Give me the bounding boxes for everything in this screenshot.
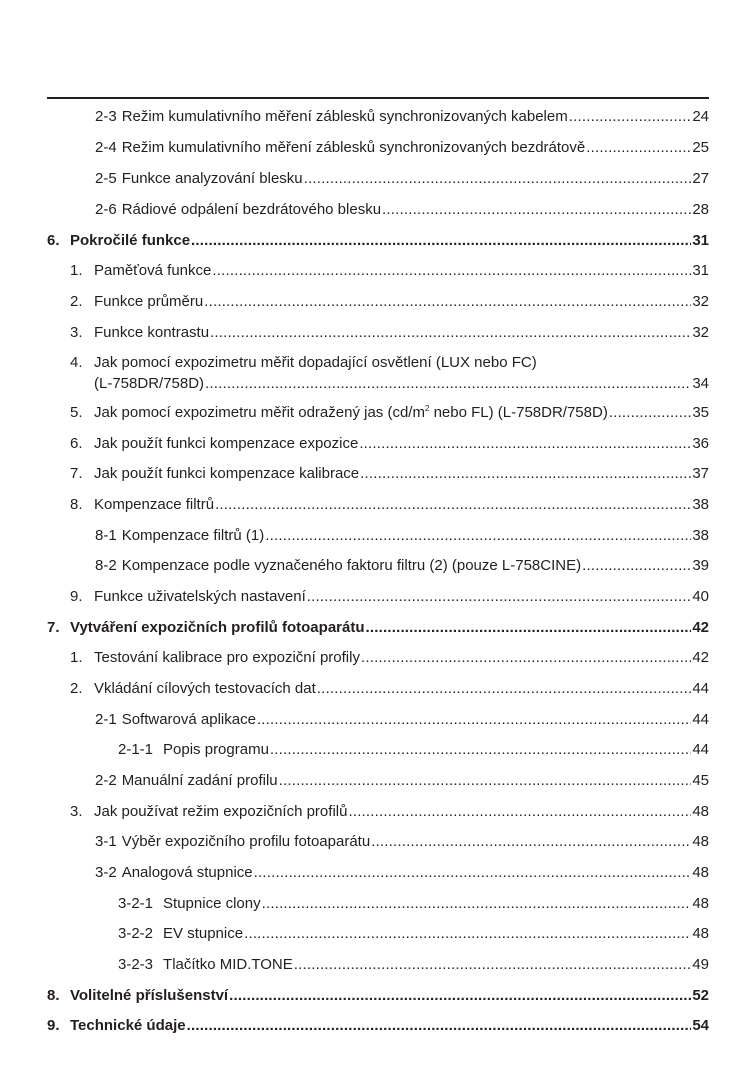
toc-entry-6-3[interactable] [70, 324, 709, 342]
toc-page-number: 44 [692, 741, 709, 758]
toc-label: Jak použít funkci kompenzace kalibrace [94, 465, 360, 482]
toc-entry-8-2[interactable] [95, 557, 709, 575]
toc-number: 8. [70, 496, 83, 513]
toc-entry-8-1[interactable] [95, 527, 709, 545]
toc-number: 7. [47, 619, 60, 636]
dot-leader [279, 772, 692, 790]
toc-label: Funkce uživatelských nastavení [94, 588, 306, 605]
toc-number: 3-2-3 [118, 956, 154, 973]
toc-page-number: 48 [692, 895, 709, 912]
toc-page-number: 39 [692, 557, 709, 574]
dot-leader [270, 741, 691, 759]
toc-page-number: 25 [692, 139, 709, 156]
toc-page-number: 44 [692, 711, 709, 728]
dot-leader [307, 588, 692, 606]
toc-number: 3. [70, 803, 83, 820]
toc-label [94, 404, 608, 422]
toc-label: Tlačítko MID.TONE [163, 956, 293, 973]
toc-number: 5. [70, 404, 83, 421]
toc-page-number: 44 [692, 680, 709, 697]
toc-label: Paměťová funkce [94, 262, 212, 279]
dot-leader [229, 987, 691, 1005]
toc-label: Rádiové odpálení bezdrátového blesku [121, 201, 382, 218]
dot-leader [360, 465, 691, 483]
toc-entry-3-2-2[interactable] [118, 925, 709, 943]
toc-entry-6-8[interactable] [70, 496, 709, 514]
dot-leader [215, 496, 691, 514]
toc-label: Manuální zadání profilu [121, 772, 278, 789]
toc-entry-2-1-1[interactable] [118, 741, 709, 759]
dot-leader [569, 108, 692, 126]
toc-entry-6-5[interactable] [70, 404, 709, 422]
toc-entry-7-1[interactable] [70, 649, 709, 667]
toc-label: Režim kumulativního měření záblesků synchronizovaných bezdrátově [121, 139, 586, 156]
toc-label: EV stupnice [163, 925, 244, 942]
toc-number: 1. [70, 649, 83, 666]
toc-entry-7-2[interactable] [70, 680, 709, 698]
dot-leader [582, 557, 691, 575]
dot-leader [359, 435, 691, 453]
toc-chapter-8[interactable] [47, 987, 709, 1005]
toc-number: 4. [70, 354, 83, 371]
toc-label: Režim kumulativního měření záblesků synchronizovaných kabelem [121, 108, 568, 125]
toc-number: 7. [70, 465, 83, 482]
toc-label: Vytváření expozičních profilů fotoaparátu [70, 619, 365, 636]
dot-leader [586, 139, 691, 157]
superscript: 2 [424, 404, 430, 413]
toc-label-part: nebo FL) (L-758DR/758D) [429, 404, 608, 421]
toc-number: 3-2-2 [118, 925, 154, 942]
toc-label: Funkce průměru [94, 293, 204, 310]
toc-label: Jak používat režim expozičních profilů [94, 803, 348, 820]
toc-page-number: 48 [692, 864, 709, 881]
toc-page-number: 48 [692, 833, 709, 850]
dot-leader [191, 232, 691, 250]
toc-label: Kompenzace podle vyznačeného faktoru filtru (2) (pouze L-758CINE) [121, 557, 582, 574]
dot-leader [317, 680, 692, 698]
dot-leader [265, 527, 691, 545]
toc-entry-2-2[interactable] [95, 772, 709, 790]
toc-entry-3-2[interactable] [95, 864, 709, 882]
dot-leader [262, 895, 692, 913]
toc-number: 3-2-1 [118, 895, 154, 912]
toc-number: 8-1 [95, 527, 117, 544]
toc-page-number: 52 [692, 987, 709, 1004]
toc-label: Stupnice clony [163, 895, 261, 912]
dot-leader [244, 925, 691, 943]
toc-label: Funkce analyzování blesku [121, 170, 303, 187]
toc-page-number: 38 [692, 496, 709, 513]
toc-page-number: 34 [692, 375, 709, 392]
toc-label-continuation: (L-758DR/758D) [94, 375, 205, 392]
dot-leader [205, 375, 691, 393]
toc-page-number: 42 [692, 649, 709, 666]
toc-entry-6-1[interactable] [70, 262, 709, 280]
toc-label: Technické údaje [70, 1017, 186, 1034]
toc-number: 2. [70, 680, 83, 697]
toc-label: Výběr expozičního profilu fotoaparátu [121, 833, 371, 850]
toc-page-number: 49 [692, 956, 709, 973]
dot-leader [204, 293, 691, 311]
toc-page-number: 24 [692, 108, 709, 125]
toc-entry-3-2-1[interactable] [118, 895, 709, 913]
toc-label: Kompenzace filtrů (1) [121, 527, 265, 544]
toc-label: Popis programu [163, 741, 269, 758]
toc-label: Softwarová aplikace [121, 711, 256, 728]
toc-entry-3-2-3[interactable] [118, 956, 709, 974]
toc-page-number: 45 [692, 772, 709, 789]
toc-label-part: Jak pomocí expozimetru měřit odražený jas (cd/m [94, 404, 425, 421]
dot-leader [304, 170, 692, 188]
toc-entry-2-4[interactable] [95, 139, 709, 157]
toc-entry-3-1[interactable] [95, 833, 709, 851]
toc-chapter-6[interactable] [47, 232, 709, 250]
toc-label: Volitelné příslušenství [70, 987, 229, 1004]
toc-entry-6-6[interactable] [70, 435, 709, 453]
toc-number: 3-1 [95, 833, 117, 850]
toc-entry-6-7[interactable] [70, 465, 709, 483]
dot-leader [371, 833, 691, 851]
toc-number: 2-1 [95, 711, 117, 728]
toc-entry-2-3[interactable] [95, 108, 709, 126]
toc-entry-6-4-continuation[interactable] [94, 375, 709, 393]
toc-page-number: 38 [692, 527, 709, 544]
toc-page-number: 42 [692, 619, 709, 636]
toc-entry-6-4[interactable] [70, 354, 709, 372]
toc-number: 2-3 [95, 108, 117, 125]
toc-page-number: 37 [692, 465, 709, 482]
dot-leader [609, 404, 691, 422]
toc-number: 9. [47, 1017, 60, 1034]
toc-entry-2-5[interactable] [95, 170, 709, 188]
toc-label: Pokročilé funkce [70, 232, 191, 249]
toc-label: Jak použít funkci kompenzace expozice [94, 435, 359, 452]
toc-label: Testování kalibrace pro expoziční profily [94, 649, 360, 666]
toc-number: 3-2 [95, 864, 117, 881]
toc-number: 8. [47, 987, 60, 1004]
toc-number: 2-1-1 [118, 741, 154, 758]
toc-entry-6-2[interactable] [70, 293, 709, 311]
toc-number: 8-2 [95, 557, 117, 574]
toc-chapter-7[interactable] [47, 619, 709, 637]
toc-number: 2-4 [95, 139, 117, 156]
toc-chapter-9[interactable] [47, 1017, 709, 1035]
dot-leader [382, 201, 691, 219]
toc-number: 2-6 [95, 201, 117, 218]
toc-label: Funkce kontrastu [94, 324, 210, 341]
toc-number: 6. [47, 232, 60, 249]
toc-label: Kompenzace filtrů [94, 496, 215, 513]
dot-leader [361, 649, 691, 667]
toc-number: 2-2 [95, 772, 117, 789]
toc-number: 2-5 [95, 170, 117, 187]
dot-leader [294, 956, 692, 974]
toc-entry-6-9[interactable] [70, 588, 709, 606]
toc-number: 3. [70, 324, 83, 341]
dot-leader [187, 1017, 692, 1035]
dot-leader [348, 803, 691, 821]
dot-leader [257, 711, 691, 729]
toc-number: 9. [70, 588, 83, 605]
toc-page-number: 35 [692, 404, 709, 421]
toc-entry-2-6[interactable] [95, 201, 709, 219]
toc-page-number: 40 [692, 588, 709, 605]
toc-label: Analogová stupnice [121, 864, 253, 881]
toc-page-number: 48 [692, 803, 709, 820]
toc-page-number: 31 [692, 262, 709, 279]
toc-page-number: 28 [692, 201, 709, 218]
dot-leader [212, 262, 691, 280]
toc-page-number: 32 [692, 324, 709, 341]
toc-page-number: 31 [692, 232, 709, 249]
toc-entry-7-3[interactable] [70, 803, 709, 821]
dot-leader [254, 864, 692, 882]
toc-number: 6. [70, 435, 83, 452]
dot-leader [366, 619, 692, 637]
toc-label: Jak pomocí expozimetru měřit dopadající osvětlení (LUX nebo FC) [94, 354, 537, 371]
toc-page-number: 54 [692, 1017, 709, 1034]
toc-page-number: 27 [692, 170, 709, 187]
dot-leader [210, 324, 691, 342]
toc-number: 2. [70, 293, 83, 310]
toc-page-number: 36 [692, 435, 709, 452]
toc-page-number: 32 [692, 293, 709, 310]
toc-label: Vkládání cílových testovacích dat [94, 680, 316, 697]
toc-page-number: 48 [692, 925, 709, 942]
toc-number: 1. [70, 262, 83, 279]
toc-entry-2-1[interactable] [95, 711, 709, 729]
